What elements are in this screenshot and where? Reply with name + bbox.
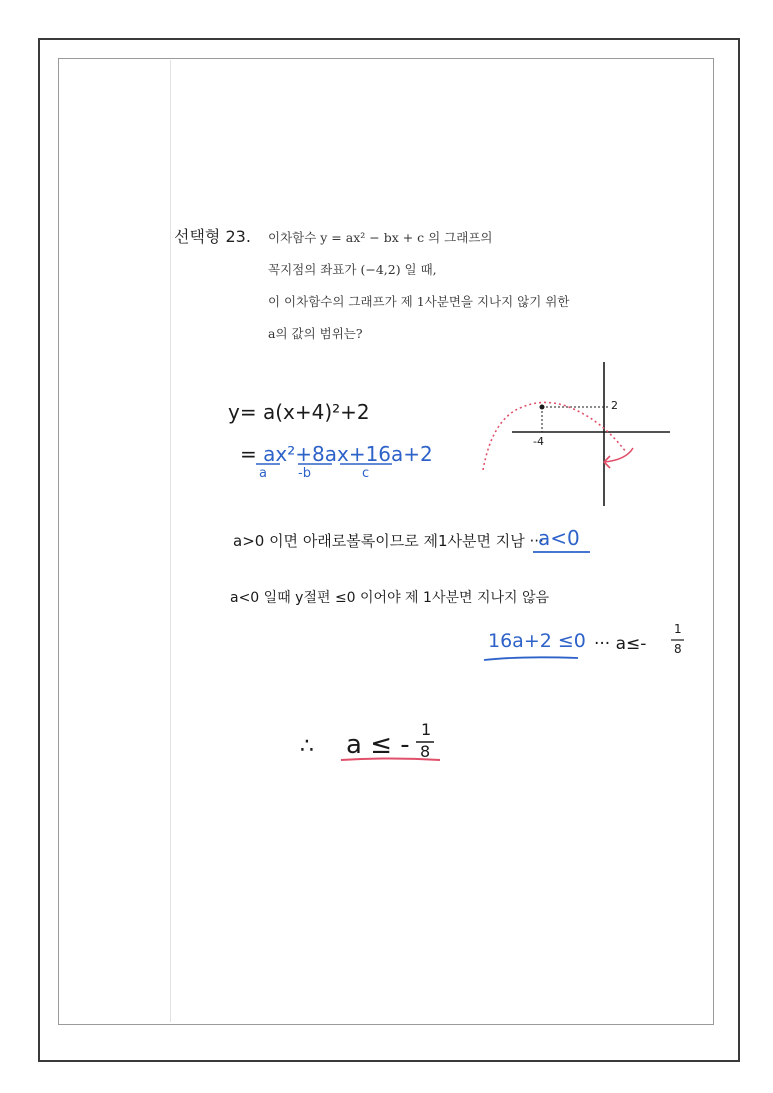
expanded-equals: = [240,442,257,466]
therefore-symbol: ∴ [300,734,314,759]
question-line-2: 꼭지점의 좌표가 (−4,2) 일 때, [268,262,437,277]
underline-case2-inequality [484,657,578,660]
term-a: ax² [263,442,296,466]
case2-inequality: 16a+2 ≤0 [488,630,586,652]
graph-label-x-4: -4 [533,435,544,448]
question-line-4: a의 값의 범위는? [268,326,363,341]
question-number: 선택형 23. [174,227,251,246]
final-denominator: 8 [420,742,431,761]
case1-result: a<0 [538,526,580,550]
case2-result: ··· a≤- [594,634,647,654]
vertex-form-equation: y= a(x+4)²+2 [228,400,370,424]
case1-text: a>0 이면 아래로볼록이므로 제1사분면 지남 ··· [233,532,544,550]
question-line-1: 이차함수 y = ax² − bx + c 의 그래프의 [268,230,493,245]
case2-text: a<0 일때 y절편 ≤0 이어야 제 1사분면 지나지 않음 [230,590,550,606]
coef-label-a: a [259,466,267,481]
graph-vertex-point [540,405,545,410]
underline-final-answer [341,759,440,761]
final-numerator: 1 [421,720,432,739]
case2-denominator: 8 [674,642,682,656]
coef-label-c: c [362,466,370,481]
parabola-sketch [483,362,670,506]
term-b: +8ax [295,442,349,466]
question-line-3: 이 이차함수의 그래프가 제 1사분면을 지나지 않기 위한 [268,294,570,309]
graph-direction-arrow [604,448,633,462]
final-answer: a ≤ - [346,730,410,760]
case2-numerator: 1 [674,622,682,636]
coef-label-b: -b [298,466,311,481]
graph-label-y2: 2 [611,399,618,412]
term-c: +16a+2 [348,442,433,466]
